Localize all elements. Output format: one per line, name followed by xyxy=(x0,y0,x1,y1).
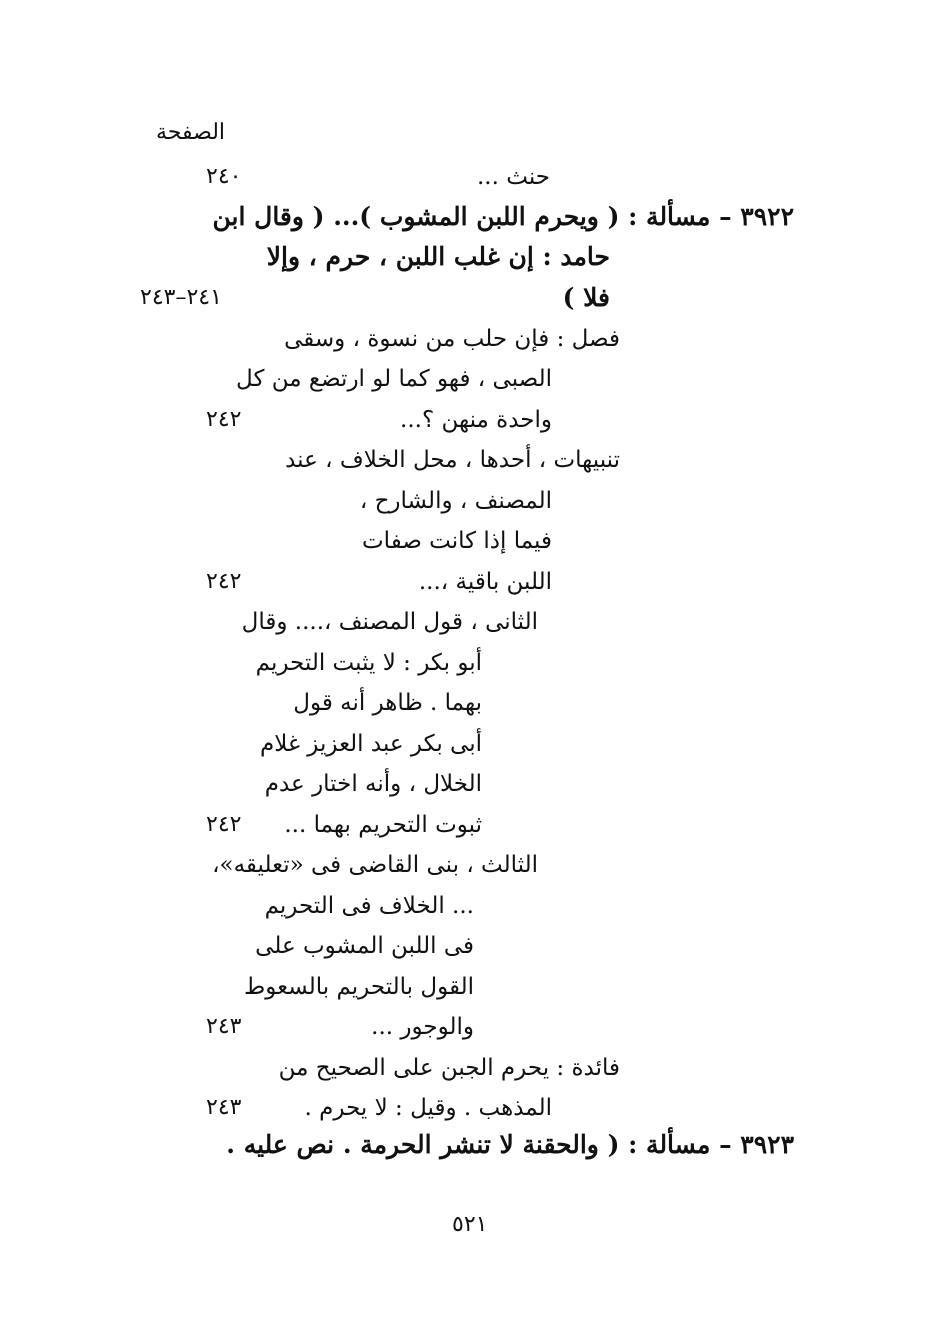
issue-heading-3922: ٣٩٢٢ – مسألة : ( ويحرم اللبن المشوب )... ( وقال ابن xyxy=(212,202,794,231)
page-reference: ٢٤٠ xyxy=(206,164,242,189)
index-line: المصنف ، والشارح ، xyxy=(359,488,552,514)
page-reference: ٢٤٢ xyxy=(206,407,242,432)
issue-heading-3923: ٣٩٢٣ – مسألة : ( والحقنة لا تنشر الحرمة . نص عليه . xyxy=(226,1130,794,1159)
index-line: فى اللبن المشوب على xyxy=(255,933,474,959)
index-line: والوجور ... xyxy=(371,1014,474,1040)
index-line: المذهب . وقيل : لا يحرم . xyxy=(304,1095,552,1121)
index-line: فائدة : يحرم الجبن على الصحيح من xyxy=(278,1055,620,1081)
index-line: بهما . ظاهر أنه قول xyxy=(293,690,482,716)
index-line: الصبى ، فهو كما لو ارتضع من كل xyxy=(236,366,552,392)
index-line: أبو بكر : لا يثبت التحريم xyxy=(255,650,482,676)
page-reference: ٢٤٢ xyxy=(206,569,242,594)
index-line: القول بالتحريم بالسعوط xyxy=(243,974,474,1000)
index-line: فيما إذا كانت صفات xyxy=(362,528,552,554)
index-line: حنث ... xyxy=(477,164,550,190)
page-number: ٥٢١ xyxy=(452,1212,488,1237)
index-line: ... الخلاف فى التحريم xyxy=(264,893,474,919)
index-line: الثانى ، قول المصنف ،.... وقال xyxy=(241,609,538,635)
page-reference: ٢٤٣ xyxy=(206,1095,242,1120)
index-line: أبى بكر عبد العزيز غلام xyxy=(259,731,482,757)
index-line: واحدة منهن ؟... xyxy=(400,407,552,433)
index-line: ثبوت التحريم بهما ... xyxy=(284,812,482,838)
index-line: الخلال ، وأنه اختار عدم xyxy=(264,771,482,797)
index-line: حامد : إن غلب اللبن ، حرم ، وإلا xyxy=(266,242,610,271)
page-column-header: الصفحة xyxy=(156,120,226,145)
page-reference: ٢٤٢ xyxy=(206,812,242,837)
index-line: الثالث ، بنى القاضى فى «تعليقه»، xyxy=(212,852,538,878)
index-line: فصل : فإن حلب من نسوة ، وسقى xyxy=(284,326,620,352)
index-line: فلا ) xyxy=(562,283,610,312)
index-line: اللبن باقية ،... xyxy=(418,569,552,595)
index-line: تنبيهات ، أحدها ، محل الخلاف ، عند xyxy=(285,447,620,473)
page-reference: ٢٤٣ xyxy=(206,1014,242,1039)
page-reference: ٢٤١–٢٤٣ xyxy=(140,285,222,310)
